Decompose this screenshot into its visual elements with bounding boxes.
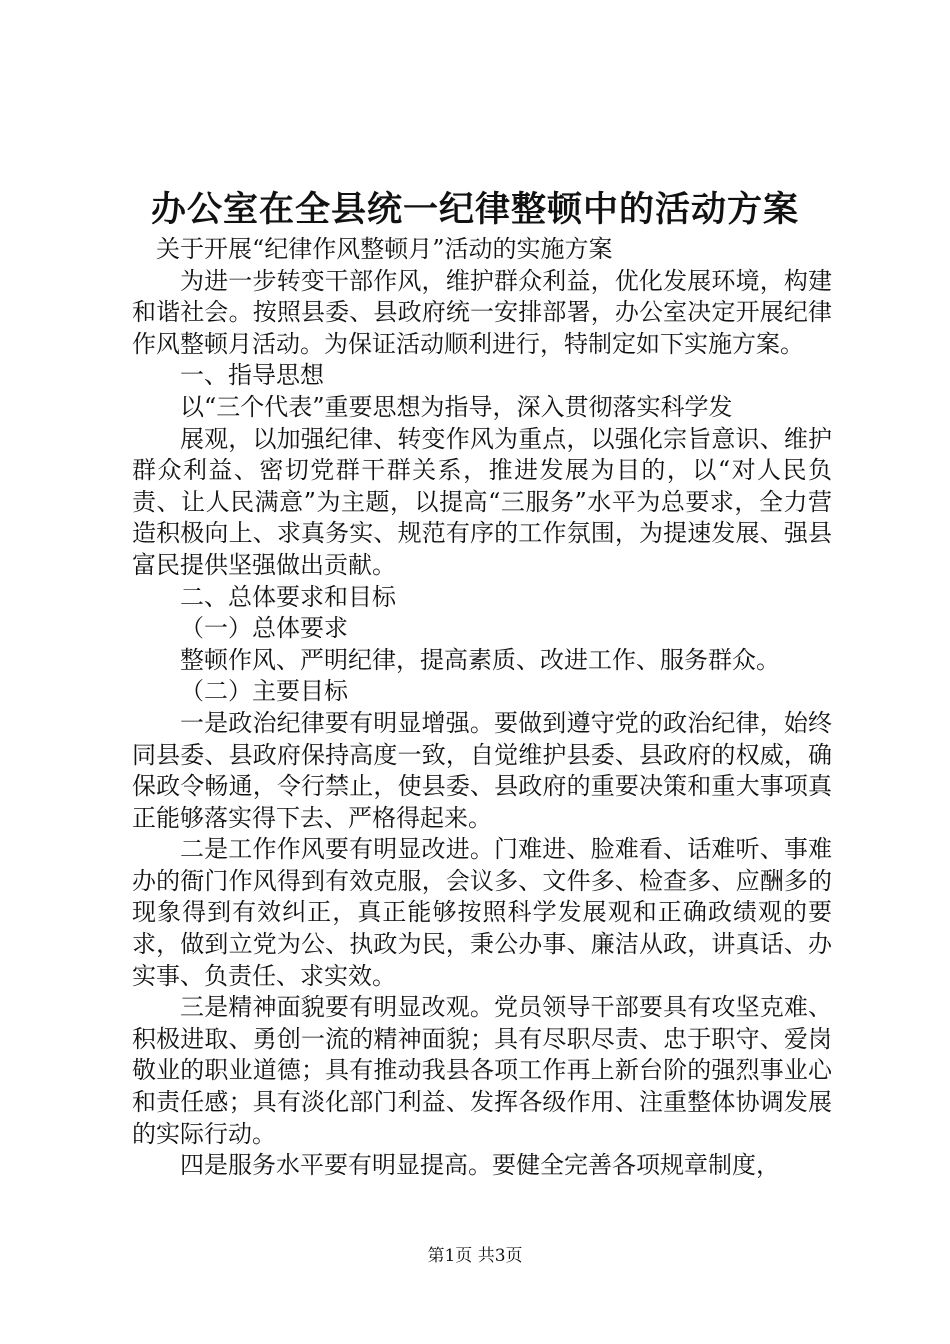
section-heading: 二、总体要求和目标 [180, 582, 396, 611]
paragraph: 三是精神面貌要有明显改观。党员领导干部要具有攻坚克难、积极进取、勇创一流的精神面貌；具有尽职尽责、忠于职守、爱岗敬业的职业道德；具有推动我县各项工作再上新台阶的强烈事业心和责任感；具有淡化部门利益、发挥各级作用、注重整体协调发展的实际行动。 [132, 993, 832, 1148]
paragraph: 关于开展“纪律作风整顿月”活动的实施方案 [156, 235, 613, 263]
paragraph: 整顿作风、严明纪律，提高素质、改进工作、服务群众。 [180, 645, 780, 674]
section-heading: 一、指导思想 [180, 361, 324, 390]
paragraph: 二是工作作风要有明显改进。门难进、脸难看、话难听、事难办的衙门作风得到有效克服，会议多、文件多、检查多、应酬多的现象得到有效纠正，真正能够按照科学发展观和正确政绩观的要求，做到立党为公、执政为民，秉公办事、廉洁从政，讲真话、办实事、负责任、求实效。 [132, 835, 832, 990]
paragraph: 以“三个代表”重要思想为指导，深入贯彻落实科学发 [180, 392, 733, 421]
document-title: 办公室在全县统一纪律整顿中的活动方案 [150, 189, 799, 230]
paragraph: 四是服务水平要有明显提高。要健全完善各项规章制度， [180, 1151, 780, 1180]
paragraph: 展观，以加强纪律、转变作风为重点，以强化宗旨意识、维护群众利益、密切党群干群关系，推进发展为目的，以“对人民负责、让人民满意”为主题，以提高“三服务”水平为总要求，全力营造积极向上、求真务实、规范有序的工作氛围，为提速发展、强县富民提供坚强做出贡献。 [132, 424, 832, 579]
paragraph: 一是政治纪律要有明显增强。要做到遵守党的政治纪律，始终同县委、县政府保持高度一致，自觉维护县委、县政府的权威，确保政令畅通，令行禁止，使县委、县政府的重要决策和重大事项真正能够落实得下去、严格得起来。 [132, 708, 832, 832]
document-body [132, 234, 832, 1182]
subsection-heading: （一）总体要求 [180, 614, 348, 643]
subsection-heading: （二）主要目标 [180, 677, 348, 706]
page-number-footer: 第1页 共3页 [427, 1246, 523, 1266]
paragraph: 为进一步转变干部作风，维护群众利益，优化发展环境，构建和谐社会。按照县委、县政府统一安排部署，办公室决定开展纪律作风整顿月活动。为保证活动顺利进行，特制定如下实施方案。 [132, 266, 832, 358]
